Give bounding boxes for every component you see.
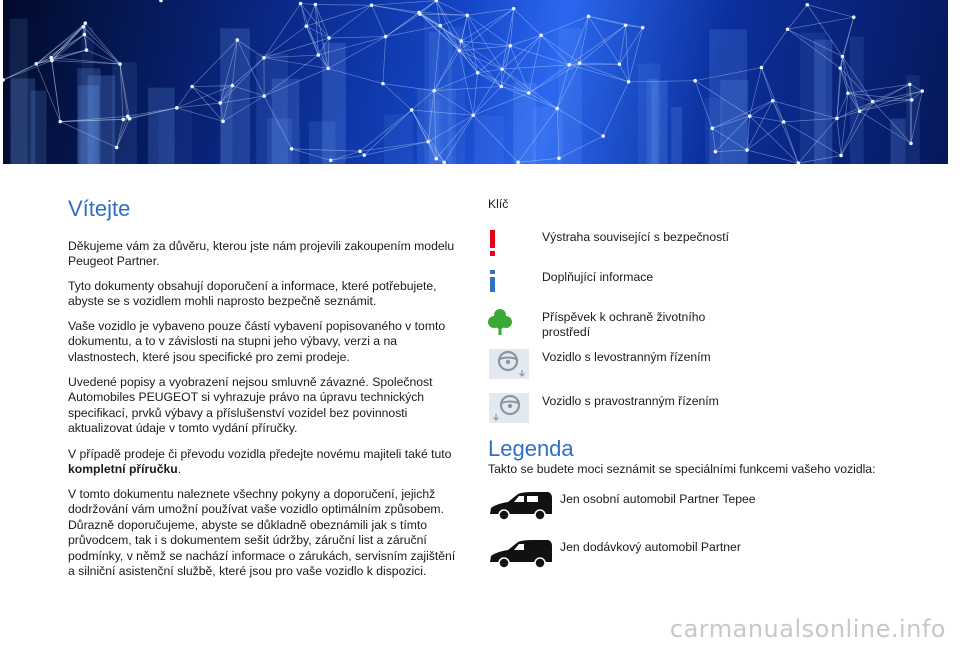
network-line (264, 26, 306, 58)
network-line (467, 15, 510, 45)
network-node (908, 83, 912, 87)
network-node (786, 27, 790, 31)
key-item-right-hand-drive (488, 392, 748, 432)
network-node (329, 158, 333, 162)
network-node (384, 35, 388, 39)
network-node (782, 120, 786, 124)
page-title: Vítejte (68, 196, 131, 221)
network-node (327, 36, 331, 40)
intro-paragraph-5 (68, 447, 458, 478)
network-node (618, 62, 622, 66)
network-node (841, 55, 845, 59)
header-banner-image (3, 0, 948, 164)
legend-item-passenger-car (488, 490, 788, 530)
warning-exclamation-icon (488, 228, 532, 262)
building-shape (384, 115, 413, 164)
network-node (587, 15, 591, 19)
network-node (190, 85, 194, 89)
network-line (306, 5, 315, 27)
network-line (383, 84, 412, 110)
environment-tree-icon (488, 308, 532, 342)
network-node (714, 150, 718, 154)
network-line (461, 41, 501, 86)
network-node (438, 24, 442, 28)
passenger-car-icon (488, 490, 554, 522)
network-node (471, 113, 475, 117)
network-line (306, 26, 318, 55)
network-line (837, 118, 841, 155)
intro-paragraph-5-end: . (177, 462, 182, 477)
network-line (329, 5, 372, 38)
network-line (837, 56, 843, 118)
network-node (920, 89, 924, 93)
building-shape (159, 109, 193, 164)
network-node (748, 114, 752, 118)
network-node (118, 62, 122, 66)
network-line (580, 25, 626, 63)
network-line (459, 51, 502, 69)
network-node (760, 66, 764, 70)
network-node (218, 101, 222, 105)
key-item-label: Doplňující informace (542, 270, 654, 284)
network-line (747, 101, 773, 150)
key-item-left-hand-drive (488, 348, 748, 388)
network-node (771, 99, 775, 103)
network-line (51, 23, 85, 57)
network-line (315, 5, 371, 6)
intro-paragraph-5-bold: kompletní příručku (68, 462, 178, 477)
key-item-environment (488, 308, 748, 348)
building-shape (31, 91, 47, 164)
network-node (115, 146, 119, 150)
network-line (603, 82, 628, 136)
network-line (51, 58, 60, 122)
network-node (835, 117, 839, 121)
legend-item-van (488, 538, 788, 578)
key-item-label: Příspěvek k ochraně životního prostředí (542, 310, 706, 340)
building-shape (890, 118, 905, 164)
network-node (745, 148, 749, 152)
network-line (383, 37, 386, 84)
network-line (788, 5, 808, 30)
key-item-label: Vozidlo s pravostranným řízením (542, 394, 719, 408)
network-node (711, 127, 715, 131)
network-line (619, 25, 625, 64)
key-heading: Klíč (488, 197, 509, 211)
building-shape (709, 29, 747, 164)
network-node (557, 156, 561, 160)
network-node (578, 61, 582, 65)
network-node (418, 12, 422, 16)
network-node (641, 26, 645, 30)
network-node (314, 3, 318, 7)
network-node (434, 157, 438, 161)
legend-item-label: Jen osobní automobil Partner Tepee (560, 492, 756, 506)
network-line (478, 73, 502, 87)
network-node (85, 48, 89, 52)
building-shape (81, 27, 93, 164)
network-node (539, 34, 543, 38)
network-line (502, 9, 514, 70)
network-node (304, 24, 308, 28)
network-node (262, 94, 266, 98)
network-node (500, 67, 504, 71)
intro-paragraph-1: Děkujeme vám za důvěru, kterou jste nám projevili zakoupením modelu Peugeot Partner. (68, 239, 455, 269)
network-line (192, 87, 223, 122)
network-line (747, 122, 784, 150)
intro-paragraph-6: V tomto dokumentu naleznete všechny pokyny a doporučení, jejichž dodržování vám umožní používat vaše vozidlo optimálním způsobem. Důrazně doporučujeme, abyste se důkladně obeznámili jak s tímto průvodcem, tak i s dokumentem sešit údržby, záruční list a záruční podmínky, v němž se nachází informace o zárukách, servisním zajištění a silniční asistenční službě, které jsou pro vaše vozidlo k dispozici. (68, 487, 456, 579)
network-node (432, 89, 436, 93)
network-node (262, 56, 266, 60)
network-node (476, 71, 480, 75)
legend-title: Legenda (488, 436, 574, 461)
network-node (83, 21, 87, 25)
network-node (512, 7, 516, 11)
network-node (410, 108, 414, 112)
legend-item-label: Jen dodávkový automobil Partner (560, 540, 741, 554)
network-line (372, 1, 437, 6)
network-line (473, 86, 501, 115)
network-node (466, 13, 470, 17)
building-shape (671, 107, 682, 164)
network-node (34, 62, 38, 66)
network-node (693, 79, 697, 83)
network-node (326, 67, 330, 71)
network-node (175, 106, 179, 110)
network-node (458, 49, 462, 53)
network-line (514, 9, 541, 36)
network-node (121, 118, 125, 122)
building-shape (850, 37, 864, 164)
network-line (788, 17, 854, 29)
van-icon (488, 538, 554, 570)
key-item-label: Vozidlo s levostranným řízením (542, 350, 711, 364)
network-node (362, 153, 366, 157)
network-line (747, 150, 798, 163)
info-icon (488, 268, 532, 302)
building-shape (256, 54, 288, 164)
network-node (852, 15, 856, 19)
intro-paragraph-2: Tyto dokumenty obsahují doporučení a informace, které potřebujete, abyste se s vozidlem mohli naprosto bezpečně seznámit. (68, 279, 437, 309)
network-line (761, 29, 787, 67)
network-line (510, 35, 541, 45)
building-shape (558, 28, 582, 164)
network-node (126, 114, 130, 118)
network-node (221, 120, 225, 124)
network-line (372, 5, 386, 36)
network-node (567, 63, 571, 67)
network-node (910, 98, 914, 102)
network-line (329, 37, 386, 38)
network-node (358, 149, 362, 153)
network-node (235, 38, 239, 42)
network-node (839, 154, 843, 158)
network-node (509, 44, 513, 48)
network-node (426, 140, 430, 144)
network-line (440, 15, 467, 25)
network-node (838, 66, 842, 70)
network-node (516, 161, 520, 164)
network-node (846, 91, 850, 95)
key-item-warning (488, 228, 748, 268)
network-node (858, 109, 862, 113)
network-node (527, 91, 531, 95)
network-node (231, 84, 235, 88)
network-node (601, 134, 605, 138)
network-node (83, 33, 87, 37)
intro-paragraph-4: Uvedené popisy a vyobrazení nejsou smluvně závazné. Společnost Automobiles PEUGEOT si vyhrazuje právo na úpravu technických specifikací, prvků výbavy a příslušenství vozidel bez povinnosti aktualizovat údaje v tomto vydání příručky. (68, 375, 433, 436)
network-node (3, 78, 5, 82)
intro-paragraph-3: Vaše vozidlo je vybaveno pouze částí vybavení popisovaného v tomto dokumentu, a to v závislosti na stupni jeho výbavy, verzi a na vlastnostech, které jsou specifické pro zemi prodeje. (68, 319, 446, 364)
network-line (372, 5, 420, 14)
network-line (750, 116, 799, 163)
network-node (370, 3, 374, 7)
network-line (761, 68, 783, 122)
network-node (159, 0, 163, 2)
intro-paragraph-5-text: V případě prodeje či převodu vozidla předejte novému majiteli také tuto (68, 447, 452, 461)
network-node (299, 2, 303, 6)
network-line (589, 16, 643, 27)
network-node (805, 3, 809, 7)
key-item-info (488, 268, 748, 308)
network-node (58, 120, 62, 124)
watermark: carmanualsonline.info (669, 615, 946, 643)
network-line (192, 87, 220, 103)
network-node (627, 80, 631, 84)
network-line (773, 101, 799, 163)
network-node (316, 53, 320, 57)
network-line (301, 4, 316, 5)
right-hand-drive-steering-wheel-icon (488, 392, 532, 426)
network-node (381, 82, 385, 86)
network-node (555, 107, 559, 111)
network-node (290, 147, 294, 151)
network-illustration (3, 0, 948, 164)
key-item-label: Výstraha související s bezpečností (542, 230, 729, 244)
network-node (82, 25, 86, 29)
network-node (624, 23, 628, 27)
network-node (871, 100, 875, 104)
network-node (459, 39, 463, 43)
building-shape (651, 81, 667, 164)
left-hand-drive-steering-wheel-icon (488, 348, 532, 382)
network-node (909, 142, 913, 146)
network-line (461, 41, 502, 69)
network-line (467, 15, 477, 73)
network-line (580, 63, 620, 64)
network-line (761, 68, 772, 101)
network-line (619, 28, 642, 65)
legend-subtitle: Takto se budete moci seznámit se speciálními funkcemi vašeho vozidla: (488, 462, 876, 476)
building-shape (474, 116, 504, 164)
network-line (420, 1, 436, 15)
network-line (580, 63, 629, 82)
network-node (49, 56, 53, 60)
network-line (264, 4, 301, 58)
network-node (499, 85, 503, 89)
network-line (510, 9, 513, 46)
